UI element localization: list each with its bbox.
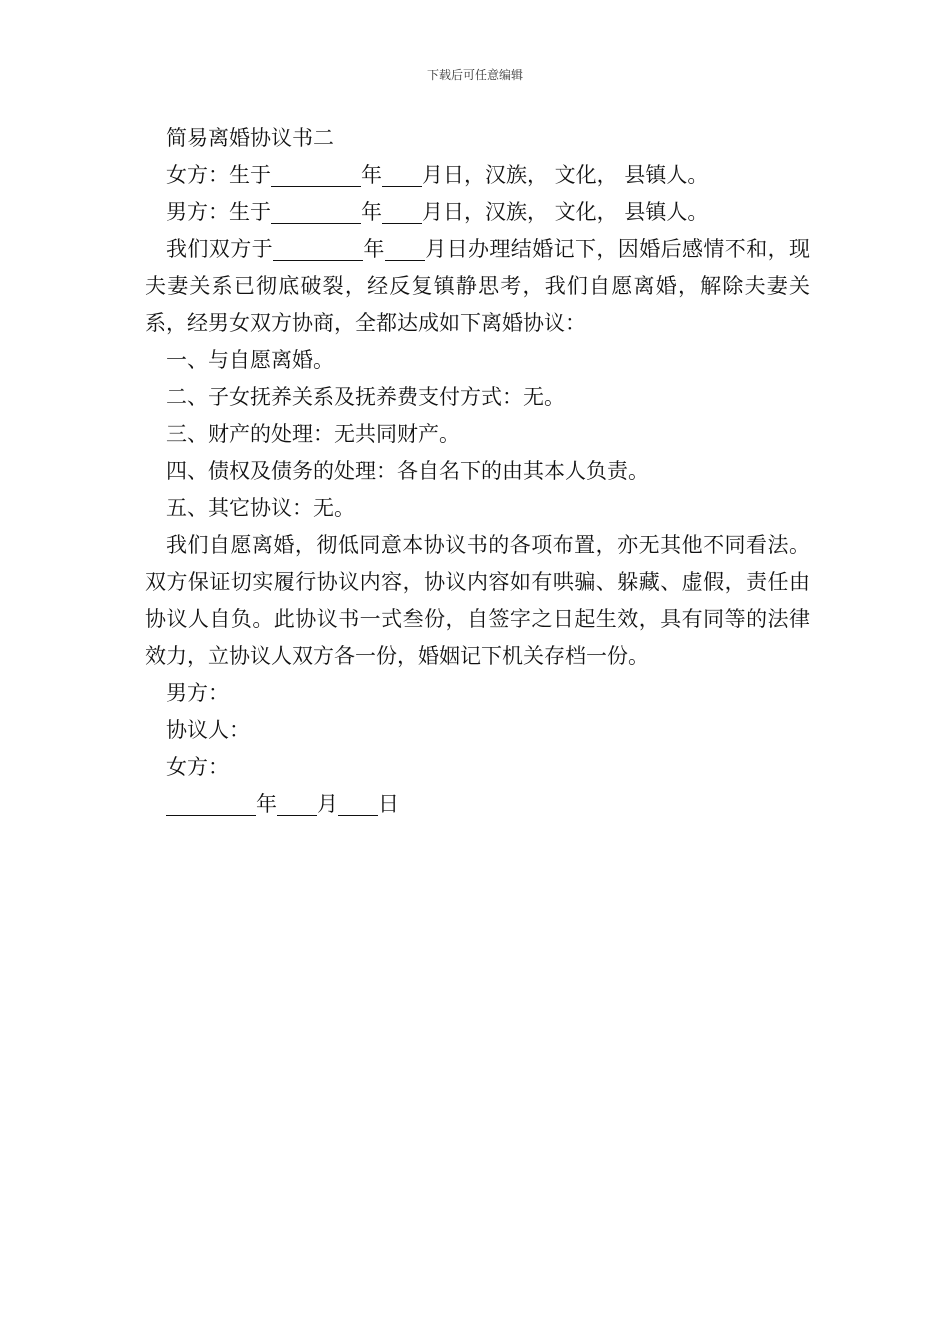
male-signature-label: 男方：	[166, 681, 229, 705]
female-birth-month-blank[interactable]	[382, 164, 422, 187]
date-line	[145, 786, 810, 823]
sign-month-blank[interactable]	[277, 793, 317, 816]
date-month-label: 月	[317, 792, 338, 816]
date-day-label: 日	[378, 792, 399, 816]
female-year-label: 年	[361, 163, 382, 187]
marriage-month-blank[interactable]	[385, 238, 425, 261]
male-birth-year-blank[interactable]	[271, 201, 361, 224]
clause-3: 三、财产的处理：无共同财产。	[166, 422, 460, 446]
female-birth-year-blank[interactable]	[271, 164, 361, 187]
intro-prefix: 我们双方于	[166, 237, 273, 261]
female-signature-label: 女方：	[166, 755, 229, 779]
clause-2: 二、子女抚养关系及抚养费支付方式：无。	[166, 385, 565, 409]
clause-1: 一、与自愿离婚。	[166, 348, 334, 372]
document-title: 简易离婚协议书二	[166, 126, 334, 150]
male-rest: 月日，汉族， 文化， 县镇人。	[422, 200, 709, 224]
sign-day-blank[interactable]	[338, 793, 378, 816]
male-prefix: 男方：生于	[166, 200, 271, 224]
date-year-label: 年	[256, 792, 277, 816]
marriage-year-blank[interactable]	[273, 238, 363, 261]
clause-5: 五、其它协议：无。	[166, 496, 355, 520]
header-note: 下载后可任意编辑	[426, 68, 523, 82]
closing-paragraph: 我们自愿离婚，彻低同意本协议书的各项布置，亦无其他不同看法。双方保证切实履行协议内容，协议内容如有哄骗、躲藏、虚假，责任由协议人自负。此协议书一式叁份，自签字之日起生效，具有同等的法律效力，立协议人双方各一份，婚姻记下机关存档一份。	[145, 533, 810, 668]
intro-rest: 月日办理结婚记下，因婚后感情不和，现夫妻关系已彻底破裂，经反复镇静思考，我们自愿离婚，解除夫妻关系，经男女双方协商，全都达成如下离婚协议：	[145, 237, 811, 335]
male-year-label: 年	[361, 200, 382, 224]
female-prefix: 女方：生于	[166, 163, 271, 187]
female-info-line	[145, 157, 810, 194]
female-rest: 月日，汉族， 文化， 县镇人。	[422, 163, 709, 187]
intro-paragraph	[145, 231, 810, 342]
intro-year-label: 年	[363, 237, 385, 261]
party-signature-label: 协议人：	[166, 718, 250, 742]
document-body	[145, 120, 810, 823]
sign-year-blank[interactable]	[166, 793, 256, 816]
male-info-line	[145, 194, 810, 231]
clause-4: 四、债权及债务的处理：各自名下的由其本人负责。	[166, 459, 649, 483]
male-birth-month-blank[interactable]	[382, 201, 422, 224]
